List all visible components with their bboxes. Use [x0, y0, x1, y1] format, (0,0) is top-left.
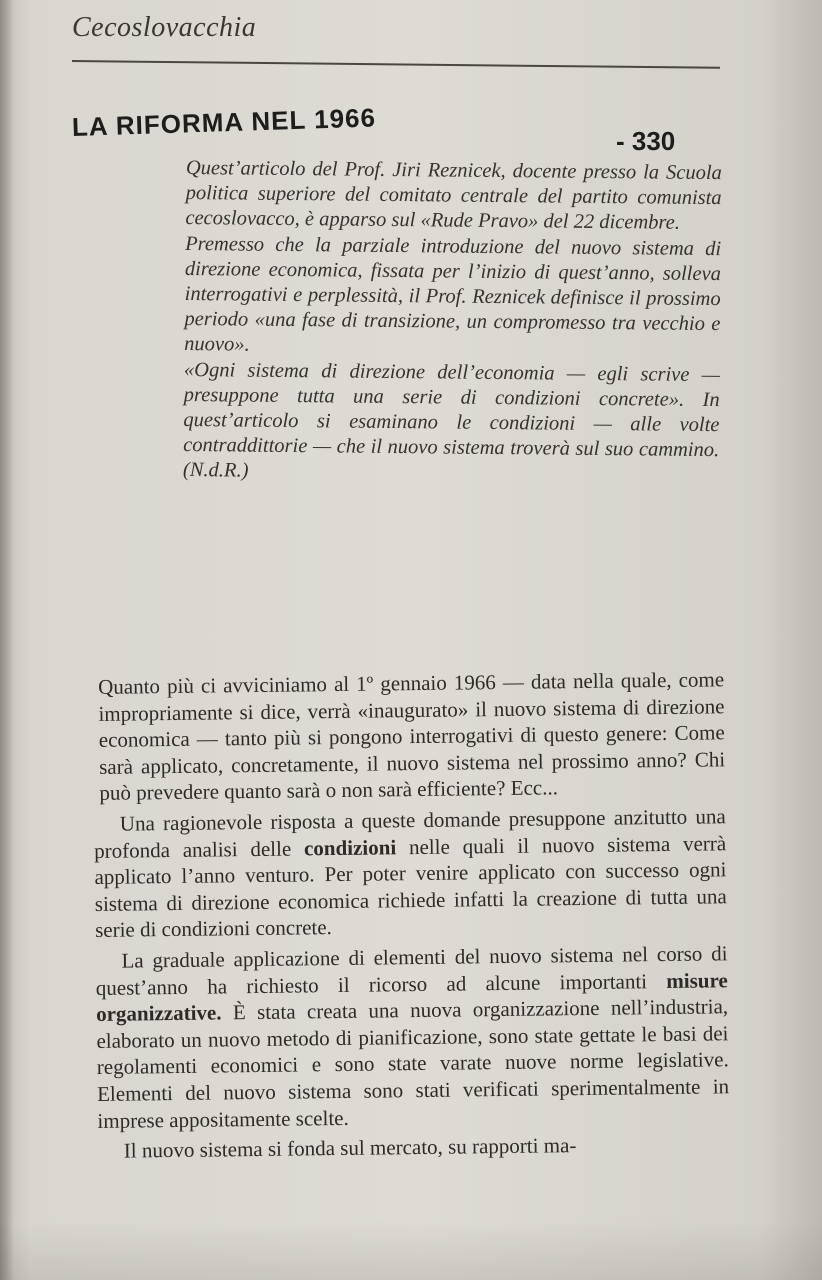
body-paragraph	[94, 803, 728, 944]
body-paragraph	[95, 940, 729, 1134]
article-body	[92, 666, 730, 1164]
article-number: - 330	[616, 126, 676, 156]
body-text-segment: nelle quali il nuovo sistema verrà applicato l’anno venturo. Per poter venire applicato con successo ogni sistema di direzione economica richiede infatti la creazione di tutta una serie di condizioni concrete.	[94, 830, 727, 943]
running-header: Cecoslovacchia	[72, 12, 257, 43]
body-paragraph: Il nuovo sistema si fonda sul mercato, su rapporti ma-	[123, 1133, 577, 1163]
editor-intro	[183, 156, 722, 489]
intro-paragraph: Premesso che la parziale introduzione del nuovo sistema di direzione economica, fissata per l’inizio di quest’anno, solleva interrogativi e perplessità, il Prof. Reznicek definisce il prossimo periodo «una fase di transizione, un compromesso tra vecchio e nuovo».	[184, 232, 722, 357]
header-rule	[72, 60, 720, 69]
body-text-segment: È stata creata una nuova organizzazione nell’industria, elaborato un nuovo metodo di pianificazione, sono state gettate le basi dei regolamenti economici e sono state varate nuove norme legislative. Elementi del nuovo sistema sono stati verificati sperimentalmente in imprese appositamente scelte.	[96, 994, 730, 1133]
page-curl-shadow	[0, 1220, 822, 1280]
emphasis-text: misure organizzative.	[96, 967, 728, 1027]
body-text-segment: La graduale applicazione di elementi del nuovo sistema nel corso di quest’anno ha richiesto il ricorso ad alcune importanti	[95, 941, 728, 1000]
article-title: LA RIFORMA NEL 1966	[71, 102, 377, 142]
binding-shadow	[0, 0, 14, 1280]
emphasis-text: condizioni	[303, 834, 397, 860]
body-paragraph: Quanto più ci avviciniamo al 1º gennaio 1966 — data nella quale, come impropriamente si dice, verrà «inaugurato» il nuovo sistema di direzione economica — tanto più si pongono interrogativi di questo genere: Come sarà applicato, concretamente, il nuovo sistema nel prossimo anno? Chi può prevedere quanto sarà o non sarà efficiente? Ecc...	[98, 667, 726, 806]
intro-paragraph: «Ogni sistema di direzione dell’economia — egli scrive — presuppone tutta una serie di condizioni concrete». In quest’articolo si esaminano le condizioni — alle volte contraddittorie — che il nuovo sistema troverà sul suo cammino. (N.d.R.)	[182, 358, 721, 483]
intro-paragraph: Quest’articolo del Prof. Jiri Reznicek, docente presso la Scuola politica superiore del comitato centrale del partito comunista cecoslovacco, è apparso sul «Rude Pravo» del 22 dicembre.	[185, 156, 722, 235]
body-text-segment: Una ragionevole risposta a queste domande presuppone anzitutto una profonda analisi delle	[94, 804, 726, 863]
